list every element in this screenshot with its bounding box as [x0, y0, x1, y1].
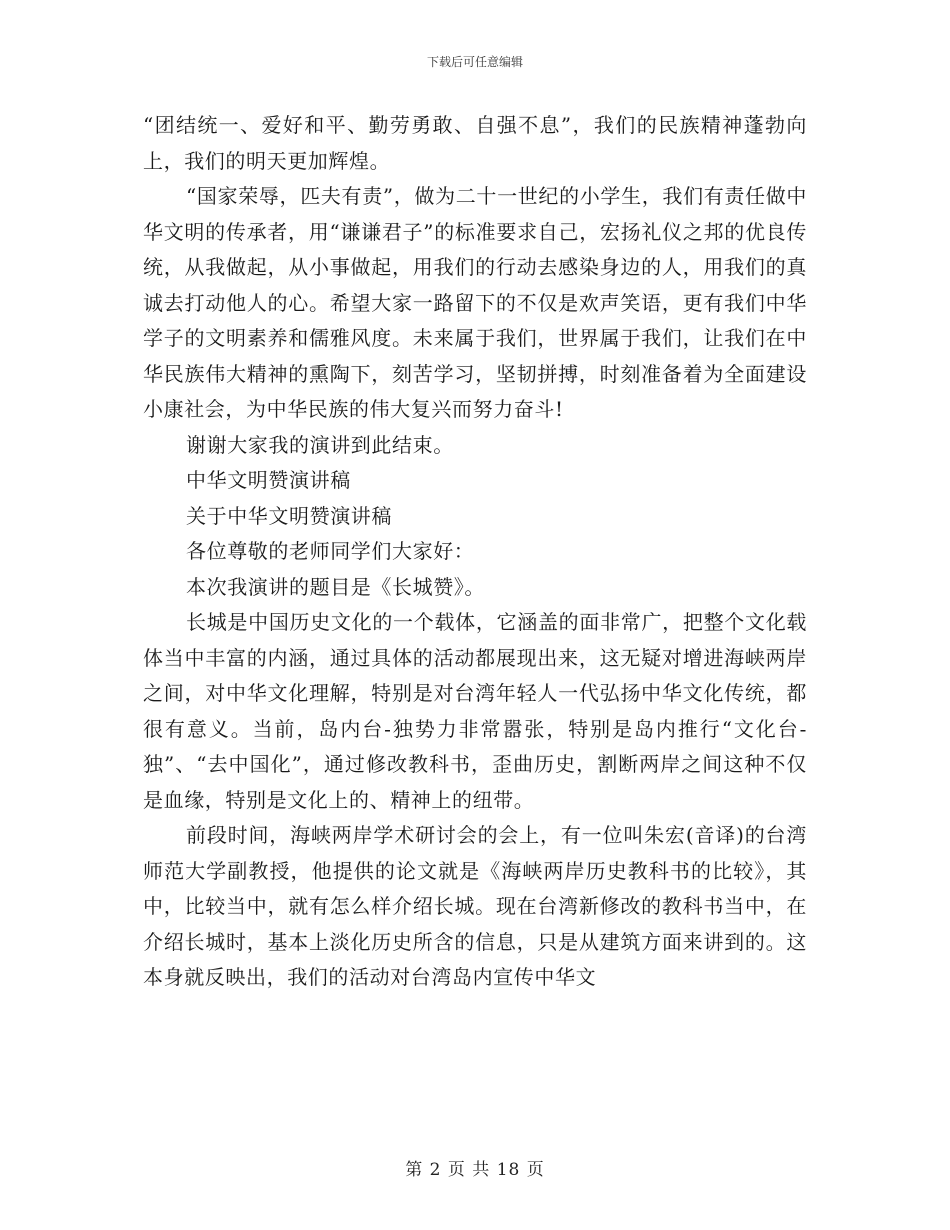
paragraph-9: 前段时间，海峡两岸学术研讨会的会上，有一位叫朱宏(音译)的台湾师范大学副教授，他提供的论文就是《海峡两岸历史教科书的比较》，其中，比较当中，就有怎么样介绍长城。现在台湾新修改的教科书当中，在介绍长城时，基本上淡化历史所含的信息，只是从建筑方面来讲到的。这本身就反映出，我们的活动对台湾岛内宣传中华文 [143, 823, 807, 989]
paragraph-4: 中华文明赞演讲稿 [186, 468, 351, 492]
paragraph-7: 本次我演讲的题目是《长城赞》。 [186, 574, 485, 599]
paragraph-3: 谢谢大家我的演讲到此结束。 [186, 432, 454, 457]
page-footer: 第 2 页 共 18 页 [405, 1160, 545, 1180]
paragraph-8: 长城是中国历史文化的一个载体，它涵盖的面非常广，把整个文化载体当中丰富的内涵，通过具体的活动都展现出来，这无疑对增进海峡两岸之间，对中华文化理解，特别是对台湾年轻人一代弘扬中华文化传统，都很有意义。当前，岛内台-独势力非常嚣张，特别是岛内推行“文化台-独”、“去中国化”，通过修改教科书，歪曲历史，割断两岸之间这种不仅是血缘，特别是文化上的、精神上的纽带。 [143, 610, 807, 812]
page-header: 下载后可任意编辑 [426, 55, 523, 69]
paragraph-5: 关于中华文明赞演讲稿 [186, 503, 392, 528]
document-body [143, 108, 807, 996]
paragraph-1: “团结统一、爱好和平、勤劳勇敢、自强不息”，我们的民族精神蓬勃向上，我们的明天更加辉煌。 [143, 113, 807, 173]
paragraph-6: 各位尊敬的老师同学们大家好： [186, 539, 475, 563]
paragraph-2: “国家荣辱，匹夫有责”，做为二十一世纪的小学生，我们有责任做中华文明的传承者，用“谦谦君子”的标准要求自己，宏扬礼仪之邦的优良传统，从我做起，从小事做起，用我们的行动去感染身边的人，用我们的真诚去打动他人的心。希望大家一路留下的不仅是欢声笑语，更有我们中华学子的文明素养和儒雅风度。未来属于我们，世界属于我们，让我们在中华民族伟大精神的熏陶下，刻苦学习，坚韧拼搏，时刻准备着为全面建设小康社会，为中华民族的伟大复兴而努力奋斗! [143, 184, 807, 421]
